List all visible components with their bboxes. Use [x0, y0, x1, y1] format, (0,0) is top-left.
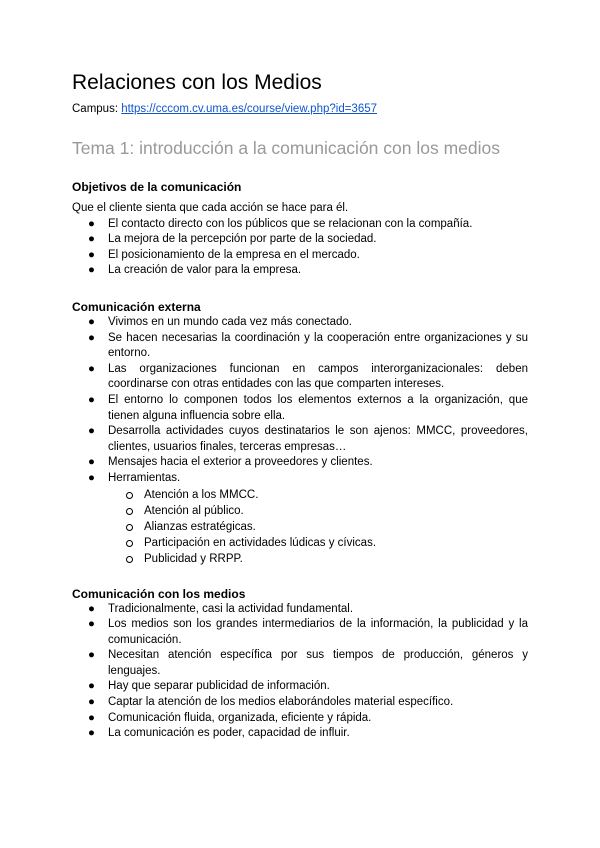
circle-bullet-icon [126, 556, 133, 563]
section-heading: Comunicación con los medios [72, 586, 246, 601]
list-item: ● El posicionamiento de la empresa en el mercado. [72, 248, 528, 264]
sub-list-item: Atención a los MMCC. [72, 487, 528, 503]
bullet-icon: ● [88, 711, 95, 724]
list-item: ● La creación de valor para la empresa. [72, 263, 528, 279]
bullet-icon: ● [88, 602, 95, 615]
list-item: ● Tradicionalmente, casi la actividad fundamental. [72, 602, 528, 618]
sub-list-item: Publicidad y RRPP. [72, 551, 528, 567]
bullet-icon: ● [88, 471, 95, 484]
section-comunicacion-externa [72, 299, 528, 567]
circle-bullet-icon [126, 540, 133, 547]
list-item: ● Se hacen necesarias la coordinación y la cooperación entre organizaciones y su entorno. [88, 331, 528, 360]
bullet-icon: ● [88, 393, 95, 406]
section-heading: Objetivos de la comunicación [72, 180, 242, 194]
list-item: ● Herramientas. [72, 471, 528, 487]
circle-bullet-icon [126, 524, 133, 531]
document-page [72, 68, 528, 742]
bullet-icon: ● [88, 649, 95, 662]
campus-link[interactable]: https://cccom.cv.uma.es/course/view.php?id=3657 [121, 103, 378, 115]
bullet-icon: ● [88, 727, 95, 740]
list-item: ● Captar la atención de los medios elaborándoles material específico. [72, 695, 528, 711]
section-heading: Comunicación externa [72, 299, 201, 314]
campus-line [72, 102, 528, 117]
bullet-icon: ● [88, 425, 95, 438]
list-item: ● Las organizaciones funcionan en campos interorganizacionales: deben coordinarse con otras entidades con las que comparten intereses. [88, 362, 528, 391]
bullet-icon: ● [88, 456, 95, 469]
bullet-icon: ● [88, 233, 95, 246]
section-objetivos [72, 179, 528, 279]
list-item: ● Mensajes hacia el exterior a proveedores y clientes. [72, 455, 528, 471]
campus-label: Campus: [72, 103, 122, 115]
sub-list-item: Atención al público. [72, 503, 528, 519]
list-item: ● La comunicación es poder, capacidad de influir. [72, 726, 528, 742]
bullet-icon: ● [88, 248, 95, 261]
bullet-icon: ● [88, 264, 95, 277]
sub-list-item: Alianzas estratégicas. [72, 519, 528, 535]
bullet-icon: ● [88, 680, 95, 693]
bullet-icon: ● [88, 618, 95, 631]
document-title: Relaciones con los Medios [72, 71, 322, 94]
bullet-list [72, 315, 528, 487]
list-item: ● El contacto directo con los públicos que se relacionan con la compañía. [72, 217, 528, 233]
bullet-icon: ● [88, 696, 95, 709]
list-item: ● Vivimos en un mundo cada vez más conectado. [72, 315, 528, 331]
list-item: ● Los medios son los grandes intermediarios de la información, la publicidad y la comunicación. [88, 618, 528, 646]
bullet-list [72, 217, 528, 279]
bullet-list [72, 602, 528, 742]
bullet-icon: ● [88, 362, 95, 375]
sub-list-item: Participación en actividades lúdicas y cívicas. [72, 535, 528, 551]
circle-bullet-icon [126, 492, 133, 499]
list-item: ● Comunicación fluida, organizada, eficiente y rápida. [72, 711, 528, 727]
section-intro: Que el cliente sienta que cada acción se hace para él. [72, 202, 349, 214]
list-item: ● La mejora de la percepción por parte de la sociedad. [72, 232, 528, 248]
topic-title: Tema 1: introducción a la comunicación con los medios [72, 138, 500, 158]
bullet-icon: ● [88, 315, 95, 328]
list-item: ● Necesitan atención específica por sus tiempos de producción, géneros y lenguajes. [88, 649, 528, 677]
bullet-icon: ● [88, 217, 95, 230]
list-item: ● El entorno lo componen todos los elementos externos a la organización, que tienen alguna influencia sobre ella. [88, 393, 528, 422]
list-item: ● Desarrolla actividades cuyos destinatarios le son ajenos: MMCC, proveedores, clientes, usuarios finales, terceras empresas… [88, 425, 528, 453]
bullet-icon: ● [88, 331, 95, 344]
section-comunicacion-medios [72, 586, 528, 742]
sub-bullet-list [72, 487, 528, 567]
list-item: ● Hay que separar publicidad de información. [72, 679, 528, 695]
circle-bullet-icon [126, 508, 133, 515]
